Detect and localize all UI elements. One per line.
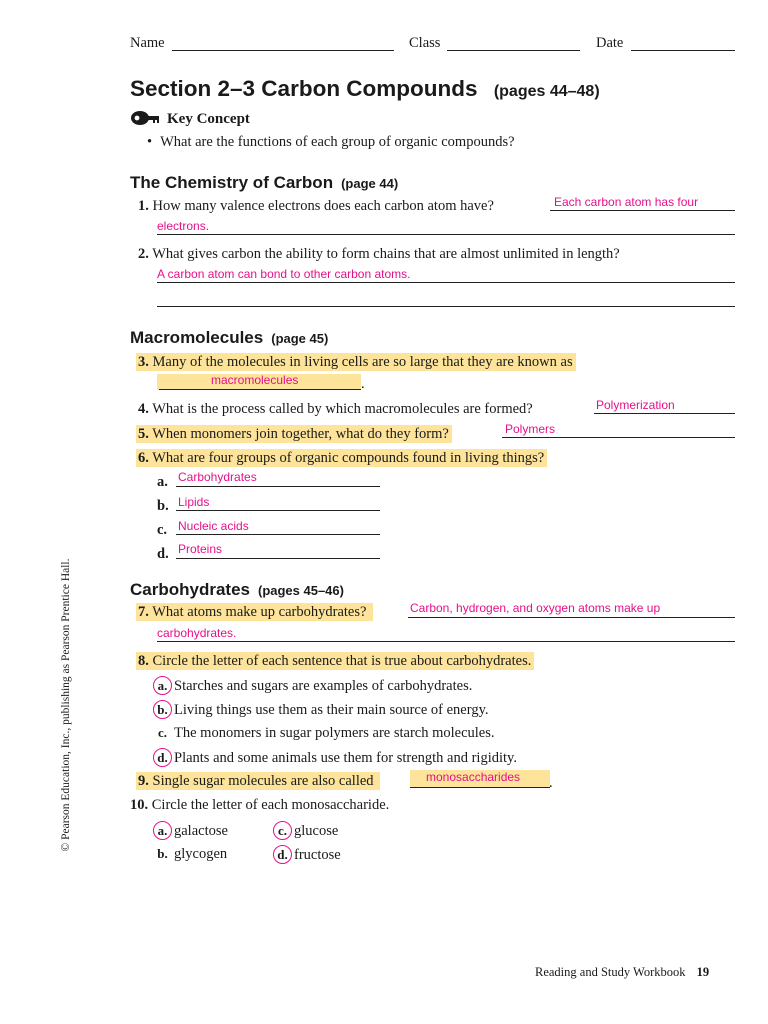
answer-line: [157, 282, 735, 283]
name-field[interactable]: [172, 50, 394, 51]
answer-line: [410, 787, 550, 788]
question-8: 8. Circle the letter of each sentence that is true about carbohydrates.: [136, 652, 534, 670]
answer-6d: Proteins: [178, 542, 223, 556]
option-8b[interactable]: b. Living things use them as their main source of energy.: [153, 700, 489, 719]
circled-letter: d.: [153, 748, 172, 767]
answer-line: [502, 437, 735, 438]
name-label: Name: [130, 35, 165, 51]
answer-line: [176, 510, 380, 511]
answer-4: Polymerization: [596, 398, 675, 412]
date-label: Date: [596, 35, 624, 51]
key-concept-bullet: • What are the functions of each group of organic compounds?: [147, 134, 515, 150]
circled-letter: c.: [273, 821, 292, 840]
answer-3: macromolecules: [211, 373, 299, 387]
option-6a-letter: a.: [157, 474, 168, 490]
footer: [535, 965, 709, 980]
option-6b-letter: b.: [157, 498, 169, 514]
answer-line: [157, 234, 735, 235]
date-field[interactable]: [631, 50, 735, 51]
answer-line: [157, 641, 735, 642]
answer-6b: Lipids: [178, 495, 210, 509]
question-6: 6. What are four groups of organic compounds found in living things?: [136, 449, 547, 467]
answer-line: [176, 534, 380, 535]
key-icon: [130, 110, 160, 131]
title-main: Section 2–3 Carbon Compounds: [130, 76, 478, 101]
heading-chemistry: The Chemistry of Carbon (page 44): [130, 173, 399, 192]
answer-line: [408, 617, 735, 618]
class-field[interactable]: [447, 50, 580, 51]
answer-line: [550, 210, 735, 211]
question-1: 1. How many valence electrons does each carbon atom have?: [138, 198, 494, 214]
page-title: [130, 76, 600, 102]
footer-book: Reading and Study Workbook: [535, 965, 686, 979]
answer-line: [157, 306, 735, 307]
question-2: 2. What gives carbon the ability to form chains that are almost unlimited in length?: [138, 246, 620, 262]
answer-1a: Each carbon atom has four: [554, 195, 699, 209]
option-10a[interactable]: a. galactose: [153, 821, 228, 840]
answer-1b: electrons.: [157, 219, 210, 233]
option-10c[interactable]: c. glucose: [273, 821, 338, 840]
question-10: 10. Circle the letter of each monosaccharide.: [130, 797, 390, 813]
answer-2: A carbon atom can bond to other carbon atoms.: [157, 267, 411, 281]
answer-7b: carbohydrates.: [157, 626, 237, 640]
option-6d-letter: d.: [157, 546, 169, 562]
answer-line: [594, 413, 735, 414]
answer-6a: Carbohydrates: [178, 470, 257, 484]
key-concept-label: Key Concept: [167, 111, 250, 127]
page-number: 19: [696, 965, 710, 979]
question-9: 9. Single sugar molecules are also called: [136, 772, 380, 790]
option-8a[interactable]: a. Starches and sugars are examples of carbohydrates.: [153, 676, 472, 695]
option-10b[interactable]: b. glycogen: [157, 846, 228, 862]
heading-macromolecules: Macromolecules (page 45): [130, 328, 329, 347]
class-label: Class: [409, 35, 441, 51]
question-4: 4. What is the process called by which macromolecules are formed?: [138, 401, 533, 417]
answer-line: [176, 486, 380, 487]
circled-letter: b.: [153, 700, 172, 719]
answer-line: [176, 558, 380, 559]
option-8d[interactable]: d. Plants and some animals use them for strength and rigidity.: [153, 748, 517, 767]
heading-carbohydrates: Carbohydrates (pages 45–46): [130, 580, 344, 599]
answer-5: Polymers: [505, 422, 556, 436]
circled-letter: a.: [153, 676, 172, 695]
option-8c[interactable]: c. The monomers in sugar polymers are starch molecules.: [157, 725, 495, 741]
answer-9: monosaccharides: [426, 770, 521, 784]
answer-7a: Carbon, hydrogen, and oxygen atoms make up: [410, 601, 661, 615]
answer-9-period: .: [549, 775, 553, 791]
circled-letter: a.: [153, 821, 172, 840]
option-6c-letter: c.: [157, 522, 168, 538]
title-pages: (pages 44–48): [493, 83, 600, 100]
question-7: 7. What atoms make up carbohydrates?: [136, 603, 373, 621]
question-3: 3. Many of the molecules in living cells are so large that they are known as: [136, 353, 576, 371]
circled-letter: d.: [273, 845, 292, 864]
question-5: 5. When monomers join together, what do they form?: [136, 425, 452, 443]
side-copyright: © Pearson Education, Inc., publishing as Pearson Prentice Hall.: [60, 558, 72, 852]
answer-6c: Nucleic acids: [178, 519, 249, 533]
answer-line: [159, 389, 361, 390]
answer-3-period: .: [361, 376, 365, 392]
option-10d[interactable]: d. fructose: [273, 845, 341, 864]
